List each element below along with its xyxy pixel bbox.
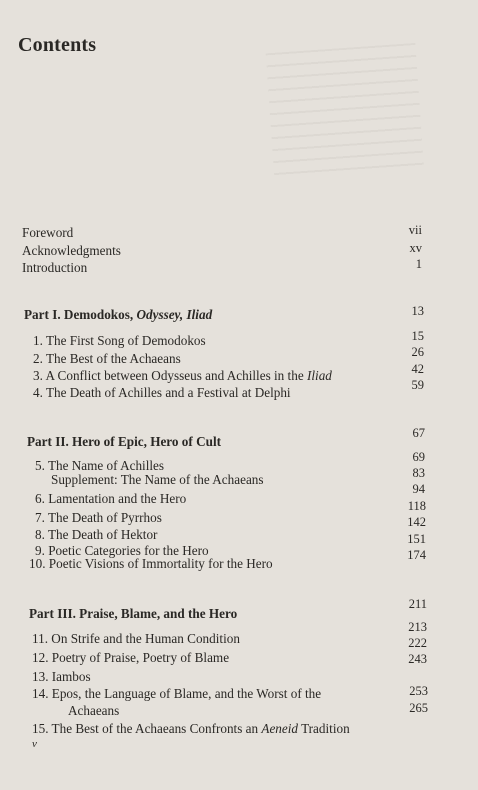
part-3-heading: Part III. Praise, Blame, and the Hero (29, 606, 238, 621)
page-title: Contents (18, 34, 97, 56)
toc-page: 83 (412, 466, 425, 480)
toc-entry-text-suffix: Tradition (298, 721, 350, 736)
toc-entry: 2. The Best of the Achaeans (33, 351, 181, 366)
toc-entry-italic: Iliad (306, 368, 332, 383)
toc-page-acknowledgments: xv (409, 241, 422, 255)
toc-entry: 12. Poetry of Praise, Poetry of Blame (32, 650, 230, 665)
toc-entry: 10. Poetic Visions of Immortality for the Hero (29, 556, 273, 571)
toc-entry-text: 15. The Best of the Achaeans Confronts an (32, 721, 262, 736)
part-1-page: 13 (411, 304, 424, 318)
toc-entry-text: 3. A Conflict between Odysseus and Achilles in the (33, 368, 307, 383)
toc-page: 15 (411, 329, 424, 343)
toc-page: 151 (407, 532, 426, 546)
toc-entry-foreword: Foreword (22, 225, 74, 240)
toc-page: 69 (412, 450, 425, 464)
page-numeral: v (32, 738, 37, 750)
toc-entry-acknowledgments: Acknowledgments (22, 243, 121, 258)
part-3-page: 211 (408, 597, 427, 611)
toc-entry: 11. On Strife and the Human Condition (32, 631, 240, 646)
toc-entry: 4. The Death of Achilles and a Festival at Delphi (33, 385, 291, 400)
part-1-heading (24, 307, 212, 323)
toc-page: 26 (411, 345, 424, 359)
toc-entry: 7. The Death of Pyrrhos (35, 510, 162, 525)
toc-entry: 6. Lamentation and the Hero (35, 491, 187, 506)
toc-page: 118 (407, 499, 426, 513)
toc-page: 142 (407, 515, 426, 529)
toc-page: 174 (407, 548, 426, 562)
part-1-heading-italic: Odyssey, Iliad (136, 307, 213, 322)
toc-page: 243 (408, 652, 427, 666)
toc-page: 59 (411, 378, 424, 392)
toc-page: 213 (408, 620, 427, 634)
toc-entry: 14. Epos, the Language of Blame, and the Worst of the (32, 686, 322, 701)
toc-page: 222 (408, 636, 427, 650)
toc-entry: 13. Iambos (32, 669, 91, 684)
toc-entry-continuation: Achaeans (68, 703, 120, 718)
toc-entry: 9. Poetic Categories for the Hero (35, 543, 209, 558)
toc-page: 265 (409, 701, 428, 715)
toc-page-foreword: vii (408, 223, 422, 237)
toc-entry-italic: Aeneid (261, 721, 299, 736)
show-through-text (266, 43, 425, 183)
part-2-heading: Part II. Hero of Epic, Hero of Cult (27, 434, 222, 449)
toc-entry (32, 721, 350, 737)
toc-entry-introduction: Introduction (22, 260, 88, 275)
toc-entry: 5. The Name of Achilles (35, 458, 165, 473)
toc-entry (33, 368, 332, 384)
toc-entry: Supplement: The Name of the Achaeans (51, 472, 264, 487)
part-2-page: 67 (412, 426, 425, 440)
toc-entry: 1. The First Song of Demodokos (33, 333, 206, 348)
toc-page-introduction: 1 (415, 257, 422, 271)
toc-page: 94 (412, 482, 425, 496)
part-1-heading-text: Part I. Demodokos, (24, 307, 137, 322)
toc-entry: 8. The Death of Hektor (35, 527, 158, 542)
toc-page: 253 (409, 684, 428, 698)
toc-page: 42 (411, 362, 424, 376)
